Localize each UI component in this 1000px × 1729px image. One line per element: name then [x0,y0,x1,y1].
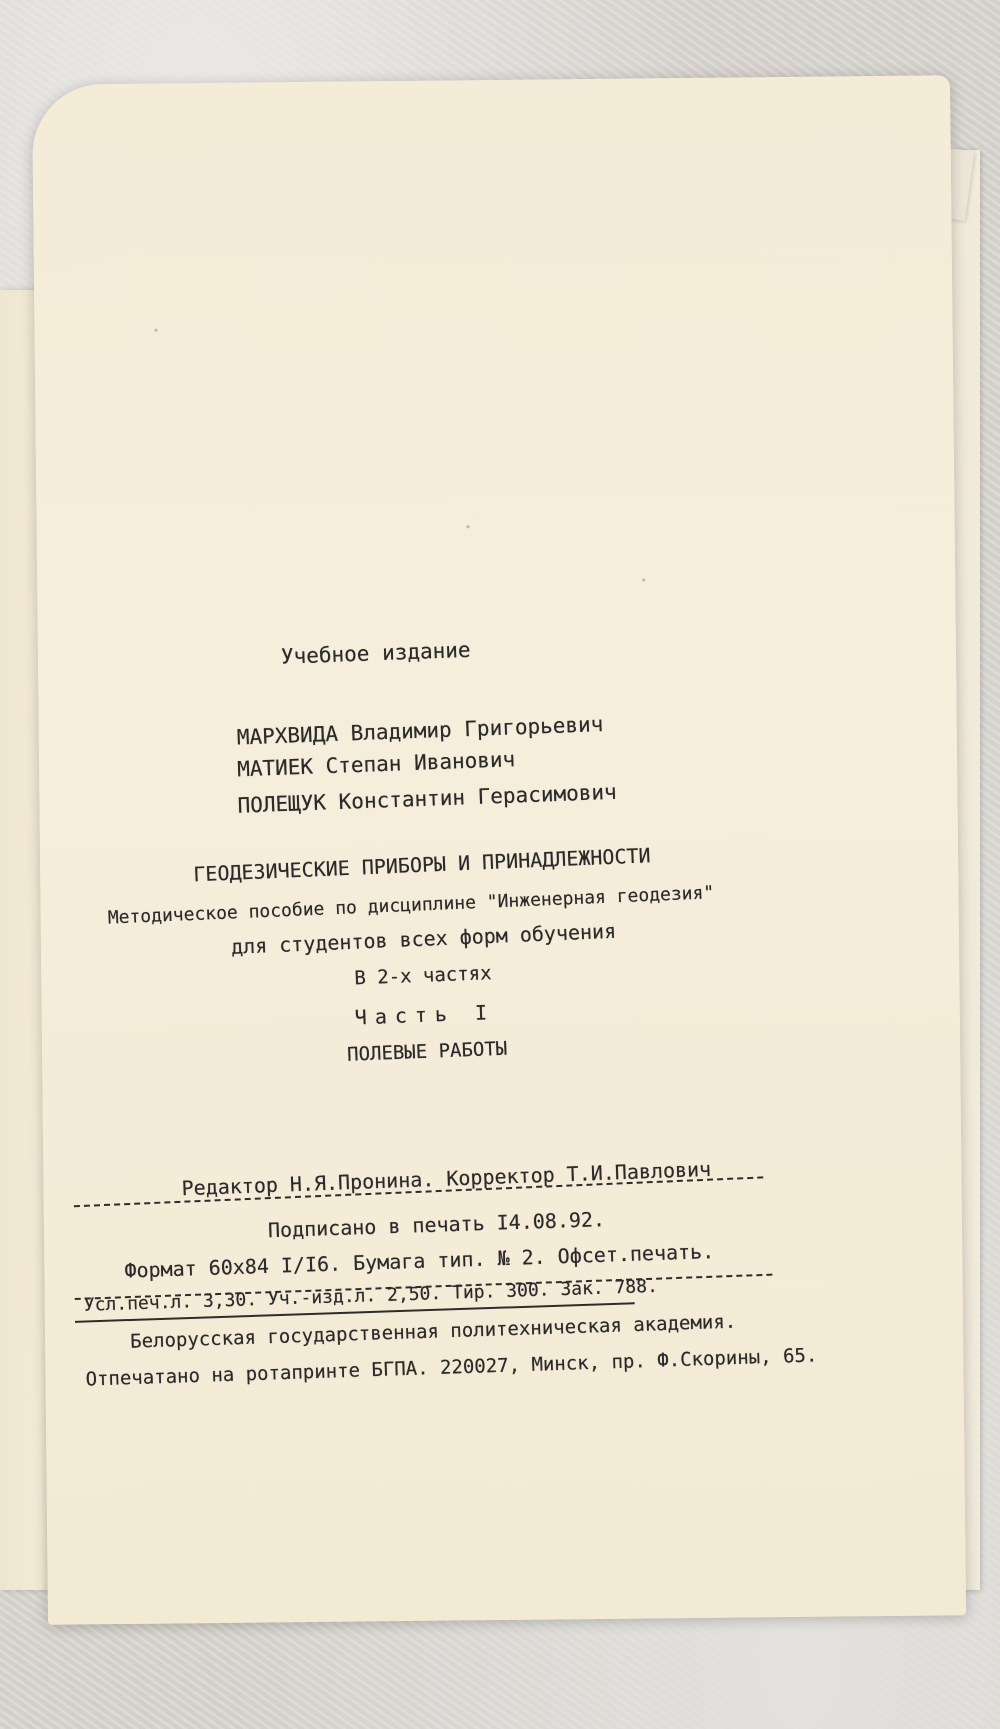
book-title: ГЕОДЕЗИЧЕСКИЕ ПРИБОРЫ И ПРИНАДЛЕЖНОСТИ [192,843,652,887]
volume-line: Усл.печ.л. 3,30. Уч.-изд.л. 2,50. Тир. 300. Зак. 788. [83,1275,659,1316]
signed-line: Подписано в печать I4.08.92. [267,1207,606,1243]
author-1: МАРХВИДА Владимир Григорьевич [236,712,604,750]
parts-total: В 2-х частях [353,962,492,990]
format-line: Формат 60x84 I/I6. Бумага тип. № 2. Офсет.печать. [124,1239,715,1283]
subtitle-line-2: для студентов всех форм обучения [230,918,617,959]
paper-speck [155,329,158,332]
part-title: ПОЛЕВЫЕ РАБОТЫ [346,1037,508,1066]
editor-line: Редактор Н.Я.Пронина. Корректор Т.И.Павлович [181,1156,712,1201]
paper-speck [467,525,470,528]
subtitle-line-1: Методическое пособие по дисциплине "Инженерная геодезия" [107,882,715,929]
printed-line: Отпечатано на ротапринте БГПА. 220027, Минск, пр. Ф.Скорины, 65. [85,1344,818,1391]
part-number: Часть I [354,1000,496,1030]
paper-speck [642,578,645,581]
publisher-line: Белорусская государственная политехническая академия. [129,1310,737,1353]
author-2: МАТИЕК Степан Иванович [236,747,516,782]
author-3: ПОЛЕЩУК Константин Герасимович [237,779,618,818]
colophon-page [32,75,966,1625]
edition-type: Учебное издание [280,637,471,669]
